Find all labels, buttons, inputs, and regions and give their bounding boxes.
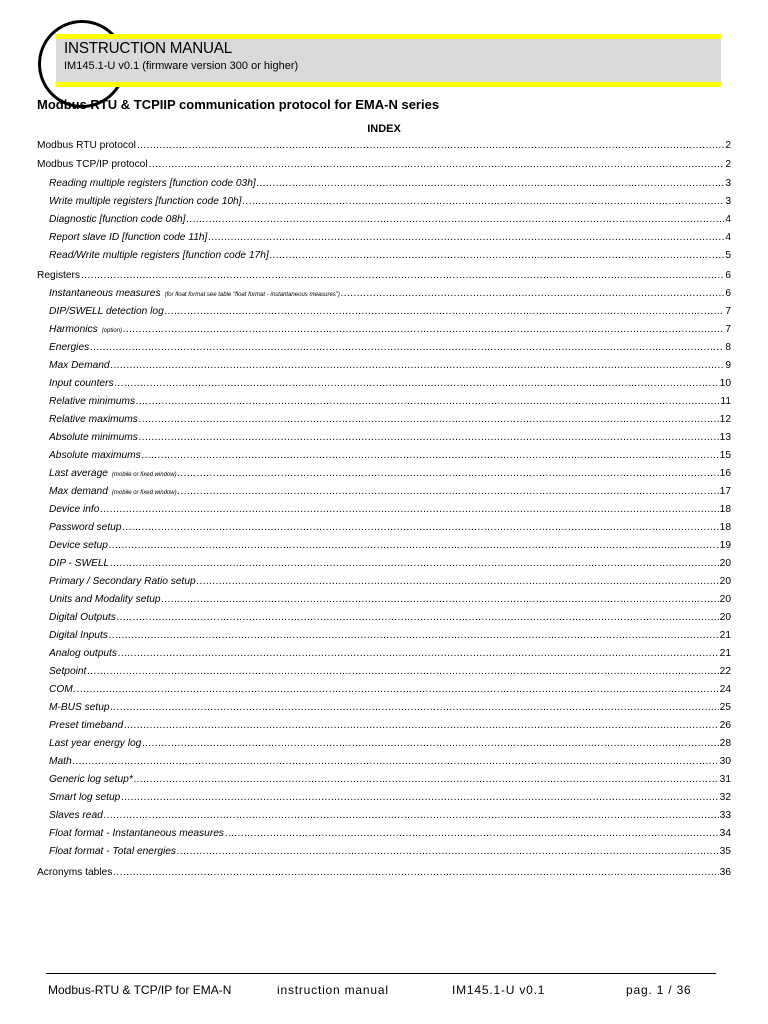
toc-dot-leader [165, 305, 725, 319]
toc-entry-page: 17 [719, 486, 731, 497]
toc-entry-page: 21 [719, 630, 731, 641]
toc-entry-page: 10 [719, 378, 731, 389]
toc-entry-label: Float format - Total energies [49, 846, 177, 857]
toc-entry-label: Max demand [49, 486, 108, 497]
footer-product: Modbus-RTU & TCP/IP for EMA-N [48, 983, 232, 997]
toc-entry[interactable] [49, 195, 731, 209]
toc-entry[interactable] [49, 683, 731, 697]
toc-entry-page: 15 [719, 450, 731, 461]
toc-entry-label: Units and Modality setup [49, 594, 161, 605]
toc-entry-page: 6 [725, 270, 731, 281]
toc-entry[interactable] [49, 539, 731, 553]
toc-entry[interactable] [49, 213, 731, 227]
toc-dot-leader [243, 195, 725, 209]
toc-dot-leader [270, 249, 725, 263]
toc-dot-leader [113, 866, 718, 880]
toc-entry-page: 4 [725, 214, 731, 225]
toc-entry[interactable] [49, 341, 731, 355]
toc-dot-leader [139, 413, 719, 427]
index-heading: INDEX [367, 123, 401, 135]
toc-entry-page: 22 [719, 666, 731, 677]
toc-entry[interactable] [49, 521, 731, 535]
toc-entry-page: 32 [719, 792, 731, 803]
toc-dot-leader [118, 647, 719, 661]
toc-entry-page: 35 [719, 846, 731, 857]
toc-entry-page: 25 [719, 702, 731, 713]
toc-entry[interactable] [49, 305, 731, 319]
toc-entry-page: 34 [719, 828, 731, 839]
toc-entry-page: 2 [725, 140, 731, 151]
toc-entry-label: Last average [49, 468, 108, 479]
toc-dot-leader [257, 177, 725, 191]
toc-dot-leader [100, 503, 718, 517]
toc-entry[interactable] [49, 827, 731, 841]
toc-entry-page: 8 [725, 342, 731, 353]
footer-page-number: pag. 1 / 36 [626, 983, 692, 997]
toc-entry-page: 11 [720, 396, 731, 407]
toc-dot-leader [136, 395, 719, 409]
toc-dot-leader [111, 701, 719, 715]
toc-dot-leader [178, 485, 719, 499]
toc-entry-label: Absolute maximums [49, 450, 141, 461]
toc-entry[interactable] [49, 575, 731, 589]
toc-dot-leader [109, 629, 719, 643]
toc-entry-page: 3 [725, 178, 731, 189]
toc-entry-note: (option) [101, 328, 123, 334]
toc-entry-page: 6 [725, 288, 731, 299]
toc-entry-label: Diagnostic [function code 08h] [49, 214, 186, 225]
toc-dot-leader [111, 359, 725, 373]
toc-entry-page: 7 [725, 324, 731, 335]
toc-dot-leader [110, 557, 718, 571]
toc-entry-page: 4 [725, 232, 731, 243]
toc-entry-page: 36 [719, 867, 731, 878]
toc-entry-page: 20 [719, 612, 731, 623]
toc-entry-label: Relative minimums [49, 396, 136, 407]
toc-entry[interactable] [49, 485, 731, 500]
toc-dot-leader [137, 139, 724, 153]
toc-entry[interactable] [37, 866, 731, 880]
toc-entry-label: Relative maximums [49, 414, 138, 425]
toc-entry-label: Instantaneous measures [49, 288, 161, 299]
toc-entry-note: (mobile or fixed window) [111, 472, 177, 478]
toc-entry[interactable] [49, 611, 731, 625]
toc-entry-page: 19 [719, 540, 731, 551]
toc-entry[interactable] [49, 323, 731, 338]
toc-entry-label: Max Demand [49, 360, 110, 371]
toc-entry-label: Modbus TCP/IP protocol [37, 159, 148, 170]
toc-entry[interactable] [49, 287, 731, 302]
toc-dot-leader [123, 323, 724, 337]
toc-entry[interactable] [49, 249, 731, 263]
toc-dot-leader [208, 231, 724, 245]
document-title: Modbus RTU & TCPIIP communication protocol for EMA-N series [37, 97, 440, 112]
toc-dot-leader [139, 431, 719, 445]
toc-entry-label: Analog outputs [49, 648, 117, 659]
toc-entry-page: 18 [719, 504, 731, 515]
toc-dot-leader [122, 521, 718, 535]
toc-entry[interactable] [49, 719, 731, 733]
toc-entry[interactable] [49, 449, 731, 463]
toc-dot-leader [104, 809, 719, 823]
toc-entry-label: COM [49, 684, 73, 695]
toc-dot-leader [109, 539, 719, 553]
toc-entry[interactable] [49, 467, 731, 482]
toc-entry[interactable] [49, 791, 731, 805]
toc-dot-leader [225, 827, 719, 841]
toc-entry-page: 33 [719, 810, 731, 821]
toc-entry-label: Math [49, 756, 72, 767]
toc-entry-label: Harmonics [49, 324, 98, 335]
toc-entry-page: 21 [719, 648, 731, 659]
toc-dot-leader [178, 467, 719, 481]
toc-entry[interactable] [49, 809, 731, 823]
toc-entry-page: 26 [719, 720, 731, 731]
toc-entry-page: 2 [725, 159, 731, 170]
toc-entry-label: Last year energy log [49, 738, 142, 749]
toc-dot-leader [124, 719, 718, 733]
toc-entry[interactable] [49, 557, 731, 571]
toc-dot-leader [341, 287, 724, 301]
toc-entry-page: 28 [719, 738, 731, 749]
toc-entry-label: Registers [37, 270, 81, 281]
footer-doc-type: instruction manual [277, 983, 389, 997]
toc-dot-leader [177, 845, 719, 859]
toc-entry-label: Preset timeband [49, 720, 124, 731]
toc-entry[interactable] [49, 665, 731, 679]
toc-entry-page: 9 [725, 360, 731, 371]
toc-entry-page: 3 [725, 196, 731, 207]
toc-entry-page: 12 [719, 414, 731, 425]
toc-dot-leader [149, 158, 725, 172]
toc-entry-label: Energies [49, 342, 90, 353]
toc-entry[interactable] [49, 755, 731, 769]
toc-dot-leader [81, 269, 724, 283]
toc-entry[interactable] [37, 139, 731, 153]
header-title: INSTRUCTION MANUAL [64, 40, 233, 57]
toc-dot-leader [87, 665, 718, 679]
header-subtitle: IM145.1-U v0.1 (firmware version 300 or higher) [64, 60, 299, 72]
toc-entry-label: Slaves read [49, 810, 103, 821]
toc-entry-label: Generic log setup* [49, 774, 133, 785]
toc-entry-label: Digital Outputs [49, 612, 116, 623]
toc-entry[interactable] [49, 737, 731, 751]
toc-entry-label: Setpoint [49, 666, 87, 677]
toc-dot-leader [187, 213, 725, 227]
toc-entry-page: 18 [719, 522, 731, 533]
toc-entry-label: Password setup [49, 522, 122, 533]
toc-entry-note: (for float format see table "float format - instantaneous measures") [164, 292, 340, 298]
toc-entry-page: 20 [719, 558, 731, 569]
toc-entry[interactable] [49, 377, 731, 391]
toc-entry-label: Absolute minimums [49, 432, 138, 443]
toc-entry-label: Device info [49, 504, 100, 515]
toc-dot-leader [142, 449, 719, 463]
toc-entry[interactable] [49, 431, 731, 445]
toc-dot-leader [90, 341, 724, 355]
footer-doc-code: IM145.1-U v0.1 [452, 983, 546, 997]
toc-dot-leader [117, 611, 719, 625]
toc-entry-label: Primary / Secondary Ratio setup [49, 576, 196, 587]
toc-entry-label: Acronyms tables [37, 867, 113, 878]
toc-entry-label: Modbus RTU protocol [37, 140, 136, 151]
toc-entry-label: Input counters [49, 378, 114, 389]
toc-entry[interactable] [49, 231, 731, 245]
toc-entry[interactable] [37, 158, 731, 172]
toc-entry[interactable] [49, 845, 731, 859]
toc-entry[interactable] [49, 629, 731, 643]
toc-entry[interactable] [49, 413, 731, 427]
toc-entry[interactable] [49, 647, 731, 661]
toc-entry-page: 16 [719, 468, 731, 479]
toc-entry-label: M-BUS setup [49, 702, 110, 713]
toc-entry[interactable] [49, 593, 731, 607]
toc-entry-label: Reading multiple registers [function code 03h] [49, 178, 256, 189]
toc-entry-page: 20 [719, 594, 731, 605]
toc-entry-page: 13 [719, 432, 731, 443]
toc-dot-leader [121, 791, 718, 805]
toc-entry-label: Digital Inputs [49, 630, 108, 641]
toc-entry[interactable] [37, 269, 731, 283]
toc-entry-label: Device setup [49, 540, 108, 551]
toc-entry-page: 24 [719, 684, 731, 695]
toc-dot-leader [73, 755, 719, 769]
toc-dot-leader [142, 737, 718, 751]
toc-dot-leader [162, 593, 719, 607]
toc-entry-page: 31 [719, 774, 731, 785]
toc-entry-label: Write multiple registers [function code 10h] [49, 196, 242, 207]
toc-dot-leader [134, 773, 719, 787]
footer-rule [46, 973, 716, 974]
toc-entry-label: Float format - Instantaneous measures [49, 828, 224, 839]
toc-entry-page: 20 [719, 576, 731, 587]
toc-entry-label: DIP - SWELL [49, 558, 110, 569]
toc-entry-page: 30 [719, 756, 731, 767]
toc-entry-label: Smart log setup [49, 792, 121, 803]
toc-entry-note: (mobile or fixed window) [111, 490, 177, 496]
toc-entry[interactable] [49, 773, 731, 787]
toc-entry-label: DIP/SWELL detection log [49, 306, 164, 317]
toc-dot-leader [197, 575, 719, 589]
toc-entry[interactable] [49, 177, 731, 191]
toc-entry[interactable] [49, 395, 731, 409]
toc-entry-label: Report slave ID [function code 11h] [49, 232, 208, 243]
toc-entry[interactable] [49, 701, 731, 715]
toc-entry-page: 5 [725, 250, 731, 261]
toc-entry[interactable] [49, 503, 731, 517]
toc-dot-leader [115, 377, 719, 391]
toc-entry-page: 7 [725, 306, 731, 317]
toc-dot-leader [74, 683, 719, 697]
toc-entry-label: Read/Write multiple registers [function code 17h] [49, 250, 269, 261]
toc-entry[interactable] [49, 359, 731, 373]
